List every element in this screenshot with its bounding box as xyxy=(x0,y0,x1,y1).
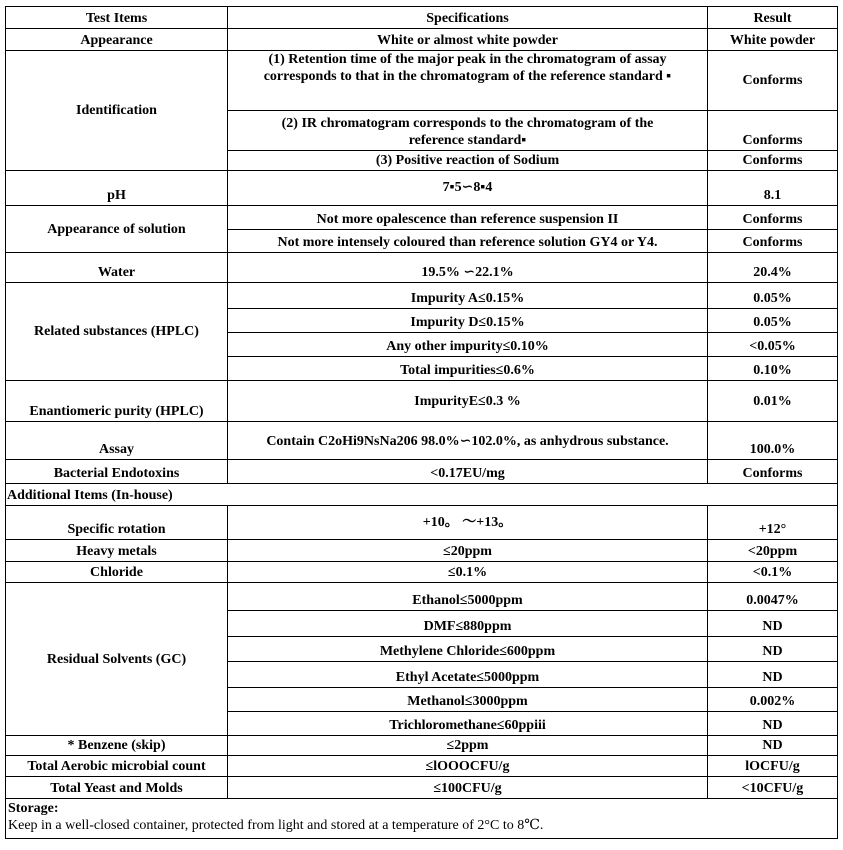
aerobic-row xyxy=(6,756,838,777)
solvents-result-2: ND xyxy=(708,611,838,637)
rotation-result: +12° xyxy=(708,506,838,540)
endotoxins-spec: <0.17EU/mg xyxy=(228,460,708,484)
identification-spec-1-line-1: (1) Retention time of the major peak in the chromatogram of assay xyxy=(268,52,667,67)
yeast-spec: ≤100CFU/g xyxy=(228,777,708,799)
ph-item: pH xyxy=(6,171,228,206)
header-specifications: Specifications xyxy=(228,7,708,29)
appearance-row xyxy=(6,29,838,51)
solvents-spec-4: Ethyl Acetate≤5000ppm xyxy=(228,662,708,688)
related-spec-2: Impurity D≤0.15% xyxy=(228,309,708,333)
water-spec: 19.5% ∽22.1% xyxy=(228,253,708,283)
solvents-result-6: ND xyxy=(708,712,838,736)
solvents-result-3: ND xyxy=(708,637,838,662)
chloride-spec: ≤0.1% xyxy=(228,562,708,583)
heavy-metals-spec: ≤20ppm xyxy=(228,540,708,562)
water-item: Water xyxy=(6,253,228,283)
identification-spec-2-line-2: reference standard▪ xyxy=(408,133,527,148)
assay-spec: Contain C2oHi9NsNa206 98.0%∽102.0%, as anhydrous substance. xyxy=(228,422,708,460)
water-row xyxy=(6,253,838,283)
storage-row xyxy=(6,799,838,839)
yeast-result: <10CFU/g xyxy=(708,777,838,799)
related-result-3: <0.05% xyxy=(708,333,838,357)
additional-items-label: Additional Items (In-house) xyxy=(6,484,838,506)
appearance-spec: White or almost white powder xyxy=(228,29,708,51)
identification-result-3: Conforms xyxy=(708,151,838,171)
solvents-row-1 xyxy=(6,583,838,611)
identification-spec-1-line-2: corresponds to that in the chromatogram of the reference standard ▪ xyxy=(263,69,672,84)
identification-row-1 xyxy=(6,51,838,111)
aerobic-item: Total Aerobic microbial count xyxy=(6,756,228,777)
identification-item: Identification xyxy=(6,51,228,171)
yeast-row xyxy=(6,777,838,799)
benzene-spec: ≤2ppm xyxy=(228,736,708,756)
ph-result: 8.1 xyxy=(708,171,838,206)
related-result-1: 0.05% xyxy=(708,283,838,309)
solvents-spec-2: DMF≤880ppm xyxy=(228,611,708,637)
identification-spec-3: (3) Positive reaction of Sodium xyxy=(228,151,708,171)
appearance-item: Appearance xyxy=(6,29,228,51)
identification-spec-2-line-1: (2) IR chromatogram corresponds to the chromatogram of the xyxy=(281,116,654,131)
storage-cell xyxy=(6,799,838,839)
heavy-metals-result: <20ppm xyxy=(708,540,838,562)
identification-result-1: Conforms xyxy=(708,51,838,111)
header-result: Result xyxy=(708,7,838,29)
identification-spec-1 xyxy=(228,51,708,111)
endotoxins-result: Conforms xyxy=(708,460,838,484)
related-spec-4: Total impurities≤0.6% xyxy=(228,357,708,381)
benzene-row xyxy=(6,736,838,756)
endotoxins-item: Bacterial Endotoxins xyxy=(6,460,228,484)
ph-row xyxy=(6,171,838,206)
rotation-item: Specific rotation xyxy=(6,506,228,540)
benzene-result: ND xyxy=(708,736,838,756)
appearance-solution-result-1: Conforms xyxy=(708,206,838,230)
appearance-solution-result-2: Conforms xyxy=(708,230,838,253)
identification-result-2: Conforms xyxy=(708,111,838,151)
related-row-1 xyxy=(6,283,838,309)
solvents-result-1: 0.0047% xyxy=(708,583,838,611)
appearance-result: White powder xyxy=(708,29,838,51)
enantiomeric-spec: ImpurityE≤0.3 % xyxy=(228,381,708,422)
identification-spec-2 xyxy=(228,111,708,151)
enantiomeric-result: 0.01% xyxy=(708,381,838,422)
assay-row xyxy=(6,422,838,460)
specification-table xyxy=(5,6,838,839)
solvents-result-5: 0.002% xyxy=(708,688,838,712)
solvents-spec-3: Methylene Chloride≤600ppm xyxy=(228,637,708,662)
solvents-spec-6: Trichloromethane≤60ppiii xyxy=(228,712,708,736)
endotoxins-row xyxy=(6,460,838,484)
enantiomeric-item: Enantiomeric purity (HPLC) xyxy=(6,381,228,422)
solvents-result-4: ND xyxy=(708,662,838,688)
rotation-spec: +10。 ～+13。 xyxy=(228,506,708,540)
related-spec-3: Any other impurity≤0.10% xyxy=(228,333,708,357)
assay-result: 100.0% xyxy=(708,422,838,460)
benzene-item: * Benzene (skip) xyxy=(6,736,228,756)
solvents-item: Residual Solvents (GC) xyxy=(6,583,228,736)
appearance-solution-spec-1: Not more opalescence than reference suspension II xyxy=(228,206,708,230)
heavy-metals-row xyxy=(6,540,838,562)
related-result-2: 0.05% xyxy=(708,309,838,333)
related-result-4: 0.10% xyxy=(708,357,838,381)
related-spec-1: Impurity A≤0.15% xyxy=(228,283,708,309)
solvents-spec-5: Methanol≤3000ppm xyxy=(228,688,708,712)
appearance-solution-spec-2: Not more intensely coloured than reference solution GY4 or Y4. xyxy=(228,230,708,253)
rotation-row xyxy=(6,506,838,540)
additional-row xyxy=(6,484,838,506)
water-result: 20.4% xyxy=(708,253,838,283)
appearance-solution-row-1 xyxy=(6,206,838,230)
header-test-items: Test Items xyxy=(6,7,228,29)
aerobic-result: lOCFU/g xyxy=(708,756,838,777)
assay-item: Assay xyxy=(6,422,228,460)
chloride-result: <0.1% xyxy=(708,562,838,583)
yeast-item: Total Yeast and Molds xyxy=(6,777,228,799)
ph-spec: 7▪5∽8▪4 xyxy=(228,171,708,206)
enantiomeric-row xyxy=(6,381,838,422)
appearance-solution-item: Appearance of solution xyxy=(6,206,228,253)
chloride-item: Chloride xyxy=(6,562,228,583)
storage-text: Keep in a well-closed container, protected from light and stored at a temperature of 2°C to 8℃. xyxy=(8,818,544,833)
solvents-spec-1: Ethanol≤5000ppm xyxy=(228,583,708,611)
storage-title: Storage: xyxy=(8,801,59,816)
header-row xyxy=(6,7,838,29)
chloride-row xyxy=(6,562,838,583)
aerobic-spec: ≤lOOOCFU/g xyxy=(228,756,708,777)
related-item: Related substances (HPLC) xyxy=(6,283,228,381)
heavy-metals-item: Heavy metals xyxy=(6,540,228,562)
